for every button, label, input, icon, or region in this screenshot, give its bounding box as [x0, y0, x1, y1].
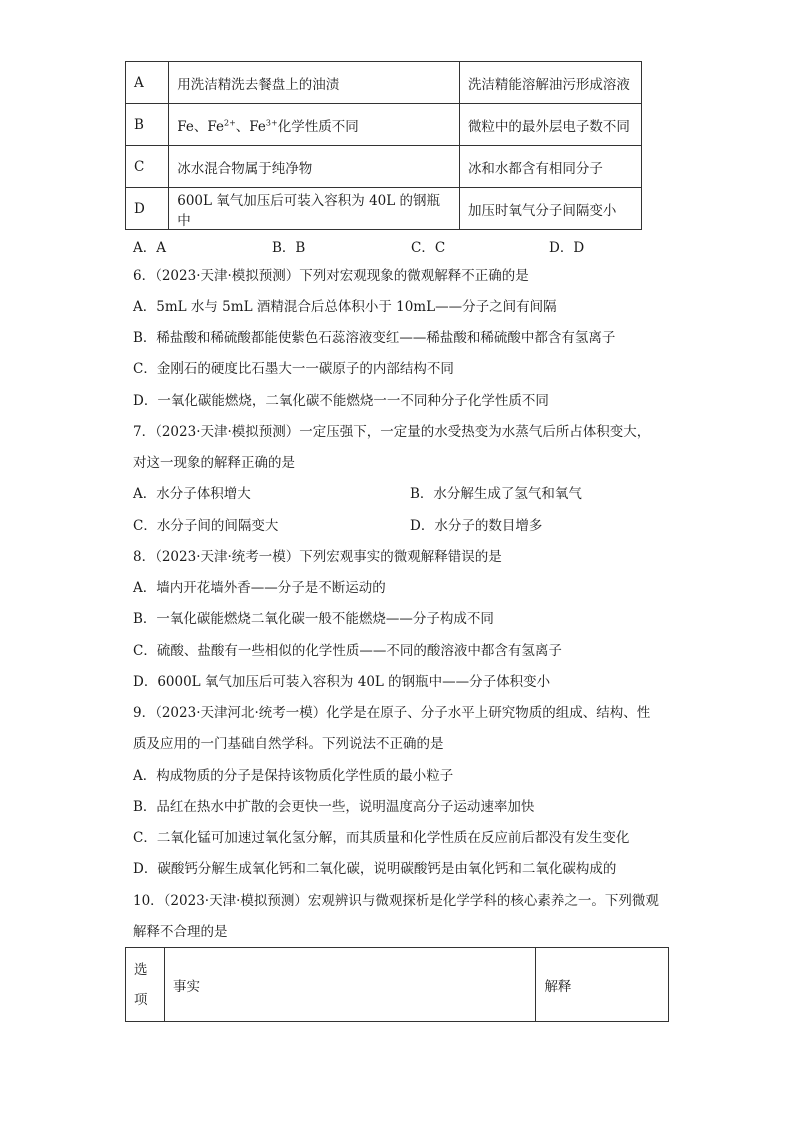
fact-cell: 600L 氧气加压后可装入容积为 40L 的钢瓶中 [169, 188, 460, 230]
q6-stem: 6．（2023·天津·模拟预测）下列对宏观现象的微观解释不正确的是 [133, 268, 529, 284]
q7-option-b[interactable]: B．水分解生成了氢气和氧气 [410, 486, 582, 502]
q7-stem-line1: 7．（2023·天津·模拟预测）一定压强下，一定量的水受热变为水蒸气后所占体积变大， [133, 424, 651, 440]
q9-option-a[interactable]: A．构成物质的分子是保持该物质化学性质的最小粒子 [133, 768, 454, 784]
q8-stem: 8．（2023·天津·统考一模）下列宏观事实的微观解释错误的是 [133, 549, 502, 565]
option-letter: B [126, 104, 169, 146]
q9-stem-line2: 质及应用的一门基础自然学科。下列说法不正确的是 [133, 736, 444, 752]
q10-stem-line2: 解释不合理的是 [133, 924, 228, 940]
header-explanation: 解释 [536, 948, 669, 1022]
fact-cell: 冰水混合物属于纯净物 [169, 146, 460, 188]
q5-options [133, 236, 693, 256]
option-b[interactable]: B．B [272, 240, 306, 256]
header-fact: 事实 [164, 948, 535, 1022]
q10-stem-line1: 10．（2023·天津·模拟预测）宏观辨识与微观探析是化学学科的核心素养之一。下列微观 [133, 893, 659, 909]
option-letter: D [126, 188, 169, 230]
explanation-cell: 微粒中的最外层电子数不同 [459, 104, 641, 146]
q8-option-a[interactable]: A．墙内开花墙外香——分子是不断运动的 [133, 580, 386, 596]
table-row [126, 62, 642, 104]
q8-option-c[interactable]: C．硫酸、盐酸有一些相似的化学性质——不同的酸溶液中都含有氢离子 [133, 643, 562, 659]
option-letter: C [126, 146, 169, 188]
table-row [126, 146, 642, 188]
answer-table-q5 [125, 61, 642, 230]
q9-option-c[interactable]: C．二氧化锰可加速过氧化氢分解，而其质量和化学性质在反应前后都没有发生变化 [133, 830, 630, 846]
q9-option-d[interactable]: D．碳酸钙分解生成氧化钙和二氧化碳，说明碳酸钙是由氧化钙和二氧化碳构成的 [133, 861, 617, 877]
fact-cell: Fe、$Fe^{2+}$、$Fe^{3+}$化学性质不同 [169, 104, 460, 146]
table-row [126, 188, 642, 230]
option-d[interactable]: D．D [549, 240, 585, 256]
table-row [126, 104, 642, 146]
q7-option-d[interactable]: D．水分子的数目增多 [410, 518, 543, 534]
q6-option-b[interactable]: B．稀盐酸和稀硫酸都能使紫色石蕊溶液变红——稀盐酸和稀硫酸中都含有氢离子 [133, 330, 616, 346]
fact-cell: 用洗洁精洗去餐盘上的油渍 [169, 62, 460, 104]
q6-option-a[interactable]: A．5mL 水与 5mL 酒精混合后总体积小于 10mL——分子之间有间隔 [133, 299, 557, 315]
option-letter: A [126, 62, 169, 104]
table-header-row [126, 948, 669, 1022]
explanation-cell: 冰和水都含有相同分子 [459, 146, 641, 188]
q7-option-c[interactable]: C．水分子间的间隔变大 [133, 518, 279, 534]
answer-table-q10 [125, 947, 669, 1022]
explanation-cell: 加压时氧气分子间隔变小 [459, 188, 641, 230]
q7-stem-line2: 对这一现象的解释正确的是 [133, 455, 295, 471]
q6-option-c[interactable]: C．金刚石的硬度比石墨大一一碳原子的内部结构不同 [133, 361, 454, 377]
explanation-cell: 洗洁精能溶解油污形成溶液 [459, 62, 641, 104]
option-c[interactable]: C．C [411, 240, 446, 256]
q9-option-b[interactable]: B．品红在热水中扩散的会更快一些，说明温度高分子运动速率加快 [133, 799, 535, 815]
q6-option-d[interactable]: D．一氧化碳能燃烧，二氧化碳不能燃烧一一不同种分子化学性质不同 [133, 393, 549, 409]
q9-stem-line1: 9．（2023·天津河北·统考一模）化学是在原子、分子水平上研究物质的组成、结构、性 [133, 705, 651, 721]
q7-option-a[interactable]: A．水分子体积增大 [133, 486, 251, 502]
header-option: 选 项 [126, 948, 165, 1022]
q8-option-b[interactable]: B．一氧化碳能燃烧二氧化碳一般不能燃烧——分子构成不同 [133, 611, 494, 627]
q8-option-d[interactable]: D．6000L 氧气加压后可装入容积为 40L 的钢瓶中——分子体积变小 [133, 674, 551, 690]
option-a[interactable]: A．A [133, 240, 166, 256]
